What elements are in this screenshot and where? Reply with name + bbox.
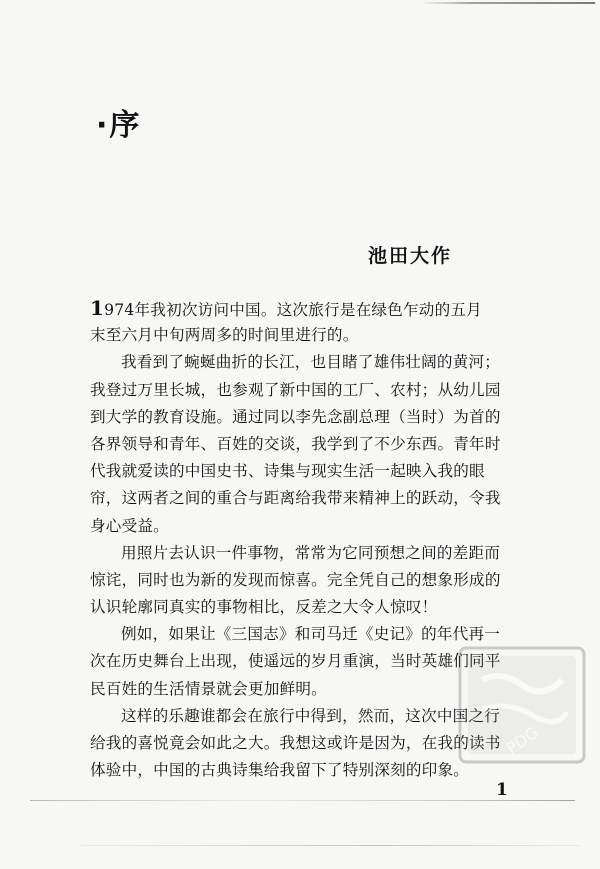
text-line: 惊诧，同时也为新的发现而惊喜。完全凭自己的想象形成的: [90, 570, 501, 589]
text-line: 代我就爱读的中国史书、诗集与现实生活一起映入我的眼: [90, 462, 485, 481]
pdg-watermark-seal: [452, 640, 592, 770]
first-digit: 1: [90, 296, 105, 320]
text-line: 我看到了蜿蜒曲折的长江，也目睹了雄伟壮阔的黄河；: [121, 353, 501, 372]
text-line: 认识轮廓同真实的事物相比，反差之大令人惊叹！: [90, 598, 438, 617]
scan-edge-bottom: [30, 800, 575, 801]
page-number: 1: [496, 780, 508, 800]
text-line: 用照片去认识一件事物，常常为它同预想之间的差距而: [121, 543, 501, 562]
scan-edge-bottom-2: [80, 845, 580, 846]
author-name: 池田大作: [368, 245, 453, 267]
text-line: 身心受益。: [90, 516, 169, 535]
text-line: 这样的乐趣谁都会在旅行中得到，然而，这次中国之行: [121, 706, 501, 725]
text-line: 各界领导和青年、百姓的交谈，我学到了不少东西。青年时: [90, 434, 501, 453]
text-line: 我登过万里长城，也参观了新中国的工厂、农村；从幼儿园: [90, 380, 501, 399]
text-line: 到大学的教育设施。通过同以李先念副总理（当时）为首的: [90, 407, 501, 426]
text-line: 末至六月中旬两周多的时间里进行的。: [90, 326, 359, 345]
text-line: 体验中，中国的古典诗集给我留下了特别深刻的印象。: [90, 761, 470, 780]
text-line: [90, 295, 530, 322]
text-line: 民百姓的生活情景就会更加鲜明。: [90, 679, 327, 698]
svg-text:PDG: PDG: [502, 722, 542, 759]
scan-edge-top: [420, 2, 595, 4]
text-line: 次在历史舞台上出现，使遥远的岁月重演，当时英雄们同平: [90, 652, 501, 671]
text-line: 帘，这两者之间的重合与距离给我带来精神上的跃动，令我: [90, 489, 501, 508]
text-line: 例如，如果让《三国志》和司马迁《史记》的年代再一: [121, 625, 501, 644]
text-line-content: 974年我初次访问中国。这次旅行是在绿色乍动的五月: [104, 301, 482, 319]
text-line: 给我的喜悦竟会如此之大。我想这或许是因为，在我的读书: [90, 734, 501, 752]
preface-heading: ·序: [96, 108, 142, 143]
